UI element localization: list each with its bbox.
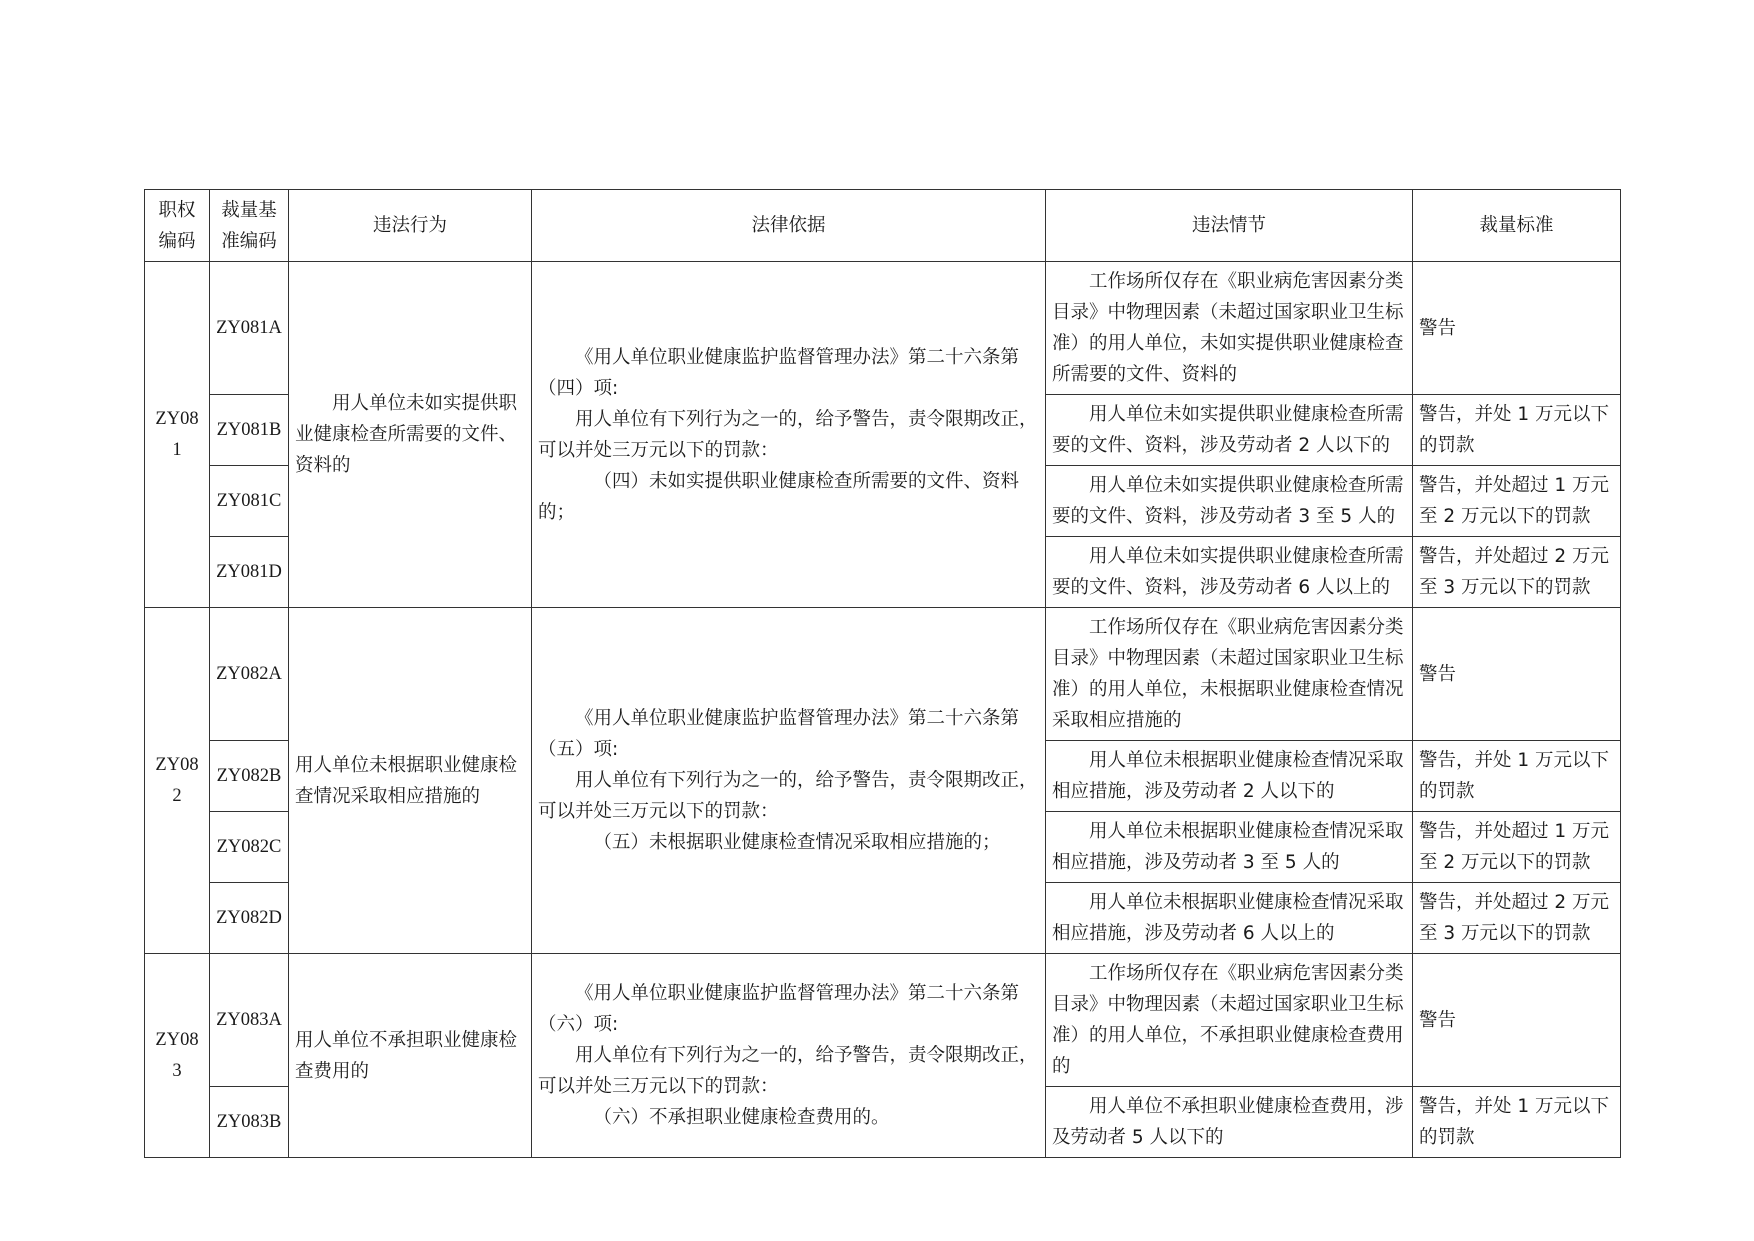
sub-code: ZY082D xyxy=(210,883,289,954)
sub-code: ZY081A xyxy=(210,262,289,395)
circumstance-cell: 工作场所仅存在《职业病危害因素分类目录》中物理因素（未超过国家职业卫生标准）的用人单位，未根据职业健康检查情况采取相应措施的 xyxy=(1046,608,1413,741)
standard-cell: 警告，并处 1 万元以下的罚款 xyxy=(1413,1087,1621,1158)
violation-cell: 用人单位未根据职业健康检查情况采取相应措施的 xyxy=(289,608,532,954)
authority-code: ZY081 xyxy=(145,262,210,608)
circumstance-cell: 工作场所仅存在《职业病危害因素分类目录》中物理因素（未超过国家职业卫生标准）的用人单位，不承担职业健康检查费用的 xyxy=(1046,954,1413,1087)
table-row xyxy=(145,954,1621,1087)
standard-cell: 警告 xyxy=(1413,608,1621,741)
basis-item: （五）未根据职业健康检查情况采取相应措施的； xyxy=(593,832,1001,853)
standard-cell: 警告，并处 1 万元以下的罚款 xyxy=(1413,395,1621,466)
circumstance-cell: 用人单位未根据职业健康检查情况采取相应措施，涉及劳动者 6 人以上的 xyxy=(1046,883,1413,954)
header-standard-code: 裁量基准编码 xyxy=(210,190,289,262)
table-row xyxy=(145,608,1621,741)
table-row xyxy=(145,262,1621,395)
standard-cell: 警告，并处超过 1 万元至 2 万元以下的罚款 xyxy=(1413,466,1621,537)
circumstance-cell: 用人单位未根据职业健康检查情况采取相应措施，涉及劳动者 3 至 5 人的 xyxy=(1046,812,1413,883)
authority-code: ZY082 xyxy=(145,608,210,954)
standard-cell: 警告 xyxy=(1413,954,1621,1087)
header-legal-basis: 法律依据 xyxy=(532,190,1046,262)
standard-cell: 警告，并处 1 万元以下的罚款 xyxy=(1413,741,1621,812)
sub-code: ZY082C xyxy=(210,812,289,883)
standard-cell: 警告，并处超过 1 万元至 2 万元以下的罚款 xyxy=(1413,812,1621,883)
circumstance-cell: 用人单位未如实提供职业健康检查所需要的文件、资料，涉及劳动者 2 人以下的 xyxy=(1046,395,1413,466)
sub-code: ZY083B xyxy=(210,1087,289,1158)
legal-basis-cell xyxy=(532,262,1046,608)
standard-cell: 警告 xyxy=(1413,262,1621,395)
circumstance-cell: 用人单位未如实提供职业健康检查所需要的文件、资料，涉及劳动者 6 人以上的 xyxy=(1046,537,1413,608)
sub-code: ZY081B xyxy=(210,395,289,466)
basis-article: 《用人单位职业健康监护监督管理办法》第二十六条第（五）项: xyxy=(538,708,1020,760)
header-standard: 裁量标准 xyxy=(1413,190,1621,262)
standard-cell: 警告，并处超过 2 万元至 3 万元以下的罚款 xyxy=(1413,537,1621,608)
circumstance-cell: 用人单位不承担职业健康检查费用，涉及劳动者 5 人以下的 xyxy=(1046,1087,1413,1158)
sub-code: ZY083A xyxy=(210,954,289,1087)
basis-item: （六）不承担职业健康检查费用的。 xyxy=(593,1107,890,1128)
basis-item: （四）未如实提供职业健康检查所需要的文件、资料的； xyxy=(538,470,1020,523)
sub-code: ZY082B xyxy=(210,741,289,812)
basis-article: 《用人单位职业健康监护监督管理办法》第二十六条第（六）项: xyxy=(538,983,1020,1035)
legal-basis-cell xyxy=(532,608,1046,954)
basis-clause: 用人单位有下列行为之一的，给予警告，责令限期改正，可以并处三万元以下的罚款： xyxy=(538,770,1038,822)
discretion-standard-table xyxy=(144,189,1621,1158)
basis-clause: 用人单位有下列行为之一的，给予警告，责令限期改正，可以并处三万元以下的罚款： xyxy=(538,1045,1038,1097)
header-violation: 违法行为 xyxy=(289,190,532,262)
basis-clause: 用人单位有下列行为之一的，给予警告，责令限期改正，可以并处三万元以下的罚款： xyxy=(538,408,1038,461)
circumstance-cell: 用人单位未根据职业健康检查情况采取相应措施，涉及劳动者 2 人以下的 xyxy=(1046,741,1413,812)
violation-cell: 用人单位未如实提供职业健康检查所需要的文件、资料的 xyxy=(289,262,532,608)
sub-code: ZY081D xyxy=(210,537,289,608)
table-header-row xyxy=(145,190,1621,262)
authority-code: ZY083 xyxy=(145,954,210,1158)
header-authority-code: 职权编码 xyxy=(145,190,210,262)
sub-code: ZY081C xyxy=(210,466,289,537)
sub-code: ZY082A xyxy=(210,608,289,741)
basis-article: 《用人单位职业健康监护监督管理办法》第二十六条第（四）项: xyxy=(538,346,1020,399)
circumstance-cell: 工作场所仅存在《职业病危害因素分类目录》中物理因素（未超过国家职业卫生标准）的用人单位，未如实提供职业健康检查所需要的文件、资料的 xyxy=(1046,262,1413,395)
header-circumstance: 违法情节 xyxy=(1046,190,1413,262)
standard-cell: 警告，并处超过 2 万元至 3 万元以下的罚款 xyxy=(1413,883,1621,954)
circumstance-cell: 用人单位未如实提供职业健康检查所需要的文件、资料，涉及劳动者 3 至 5 人的 xyxy=(1046,466,1413,537)
legal-basis-cell xyxy=(532,954,1046,1158)
violation-cell: 用人单位不承担职业健康检查费用的 xyxy=(289,954,532,1158)
